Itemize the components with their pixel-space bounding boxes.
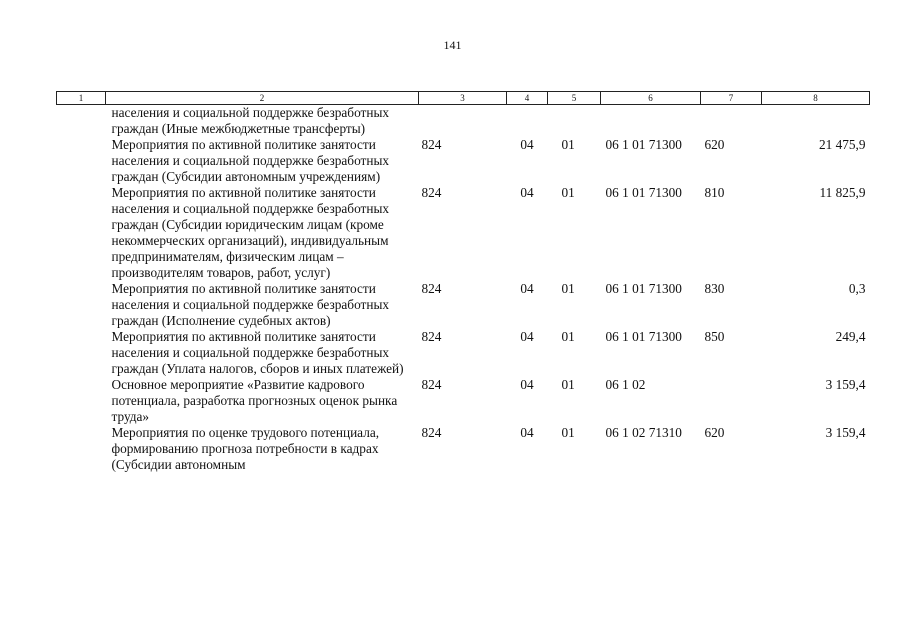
table-row xyxy=(57,185,870,281)
cell-empty xyxy=(57,329,106,377)
cell-target-article: 06 1 01 71300 xyxy=(605,329,682,344)
cell-target-article: 06 1 01 71300 xyxy=(605,185,682,200)
header-col-5: 5 xyxy=(548,92,601,105)
cell-expense-type: 620 xyxy=(704,137,725,152)
cell-name: Мероприятия по оценке трудового потенциала, формированию прогноза потребности в кадрах (Субсидии автономным xyxy=(111,425,380,472)
cell-ministry-code: 824 xyxy=(421,185,442,200)
cell-ministry-code: 824 xyxy=(421,281,442,296)
cell-subsection: 01 xyxy=(561,329,575,344)
table-row xyxy=(57,137,870,185)
cell-name: Мероприятия по активной политике занятости населения и социальной поддержке безработных граждан (Уплата налогов, сборов и иных платежей) xyxy=(111,329,404,376)
budget-table xyxy=(56,91,870,473)
cell-subsection: 01 xyxy=(561,425,575,440)
cell-empty xyxy=(57,281,106,329)
cell-name: Мероприятия по активной политике занятости населения и социальной поддержке безработных граждан (Субсидии юридическим лицам (кроме некоммерческих организаций), индивидуальным предпринимателям, физическим лицам – производителям товаров, работ, услуг) xyxy=(111,185,390,280)
header-col-1: 1 xyxy=(57,92,106,105)
cell-target-article: 06 1 02 71310 xyxy=(605,425,682,440)
cell-target-article: 06 1 01 71300 xyxy=(605,281,682,296)
cell-ministry-code: 824 xyxy=(421,137,442,152)
cell-section: 04 xyxy=(520,137,534,152)
cell-section: 04 xyxy=(520,281,534,296)
cell-ministry-code xyxy=(419,105,507,138)
cell-name: населения и социальной поддержке безработных граждан (Иные межбюджетные трансферты) xyxy=(111,105,390,136)
cell-amount: 249,4 xyxy=(835,329,866,344)
table-row xyxy=(57,105,870,138)
header-col-3: 3 xyxy=(419,92,507,105)
cell-subsection: 01 xyxy=(561,137,575,152)
page-number: 141 xyxy=(443,38,462,52)
cell-name: Мероприятия по активной политике занятости населения и социальной поддержке безработных граждан (Исполнение судебных актов) xyxy=(111,281,390,328)
cell-expense-type: 850 xyxy=(704,329,725,344)
column-number-header xyxy=(57,92,870,105)
cell-target-article: 06 1 01 71300 xyxy=(605,137,682,152)
cell-ministry-code: 824 xyxy=(421,377,442,392)
cell-name: Мероприятия по активной политике занятости населения и социальной поддержке безработных граждан (Субсидии автономным учреждениям) xyxy=(111,137,390,184)
header-col-7: 7 xyxy=(701,92,762,105)
cell-subsection xyxy=(548,105,601,138)
cell-subsection: 01 xyxy=(561,281,575,296)
header-col-8: 8 xyxy=(762,92,870,105)
cell-amount xyxy=(762,105,870,138)
table-row xyxy=(57,329,870,377)
cell-empty xyxy=(57,377,106,425)
cell-amount: 0,3 xyxy=(848,281,866,296)
cell-section: 04 xyxy=(520,425,534,440)
cell-empty xyxy=(57,185,106,281)
cell-ministry-code: 824 xyxy=(421,425,442,440)
cell-amount: 21 475,9 xyxy=(818,137,866,152)
cell-empty xyxy=(57,137,106,185)
cell-subsection: 01 xyxy=(561,185,575,200)
header-col-2: 2 xyxy=(106,92,419,105)
cell-target-article xyxy=(601,105,701,138)
cell-section: 04 xyxy=(520,185,534,200)
header-col-6: 6 xyxy=(601,92,701,105)
cell-empty xyxy=(57,105,106,138)
header-col-4: 4 xyxy=(507,92,548,105)
table-row xyxy=(57,425,870,473)
cell-amount: 3 159,4 xyxy=(825,377,866,392)
cell-amount: 3 159,4 xyxy=(825,425,866,440)
cell-name: Основное мероприятие «Развитие кадрового потенциала, разработка прогнозных оценок рынка труда» xyxy=(111,377,398,424)
cell-empty xyxy=(57,425,106,473)
cell-expense-type: 810 xyxy=(704,185,725,200)
cell-expense-type xyxy=(701,377,762,425)
cell-subsection: 01 xyxy=(561,377,575,392)
cell-section: 04 xyxy=(520,329,534,344)
cell-expense-type: 830 xyxy=(704,281,725,296)
cell-target-article: 06 1 02 xyxy=(605,377,646,392)
cell-amount: 11 825,9 xyxy=(819,185,866,200)
cell-section xyxy=(507,105,548,138)
table-row xyxy=(57,281,870,329)
cell-expense-type: 620 xyxy=(704,425,725,440)
table-row xyxy=(57,377,870,425)
cell-ministry-code: 824 xyxy=(421,329,442,344)
cell-section: 04 xyxy=(520,377,534,392)
cell-expense-type xyxy=(701,105,762,138)
